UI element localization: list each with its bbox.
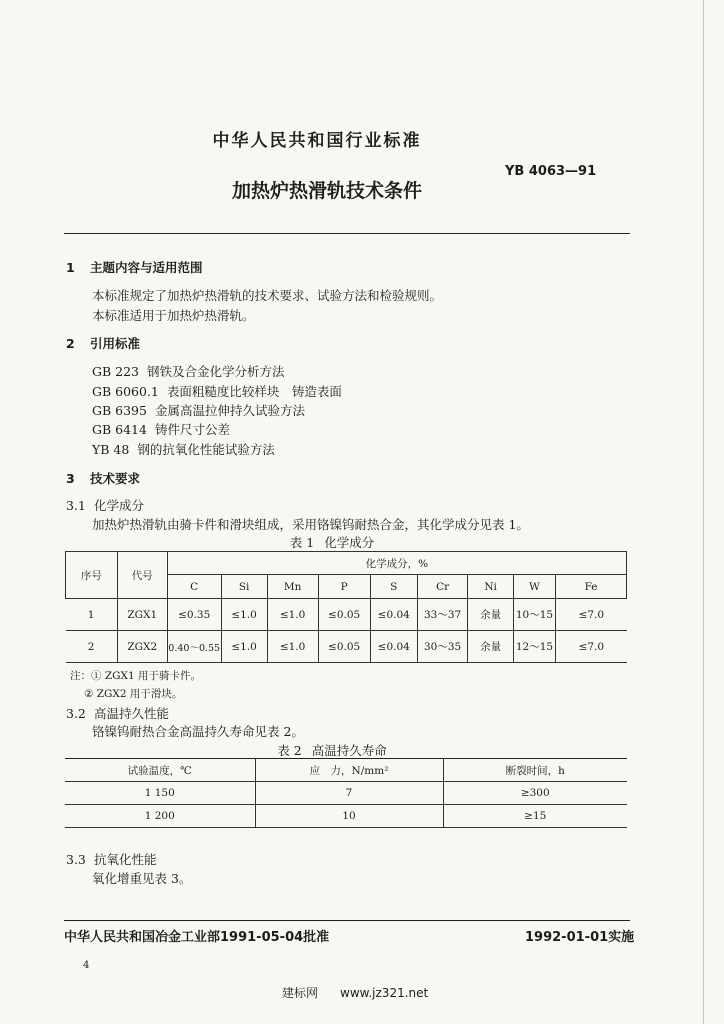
section-title: 引用标准 [90,336,141,351]
header-rupture-time: 断裂时间，h [443,759,627,782]
header-element: Ni [468,575,513,599]
header-element: W [513,575,555,599]
subsection-number: 3.2 [66,706,86,721]
cell-seq: 2 [66,631,118,663]
paragraph: 铬镍钨耐热合金高温持久寿命见表 2。 [92,724,304,739]
header-stress: 应 力，N/mm² [255,759,443,782]
section-title: 技术要求 [90,471,141,486]
table-row [66,599,627,631]
section-3-heading [66,469,140,487]
page-number: 4 [83,960,90,971]
cell-temperature: 1 150 [65,782,255,805]
reference-title: 表面粗糙度比较样块 铸造表面 [166,384,342,399]
header-seq: 序号 [66,552,118,599]
note-label: 注： [70,670,91,682]
reference-code: GB 6395 [92,403,147,418]
table-row [66,631,627,663]
caption-number: 表 2 [277,743,302,758]
paragraph: 氧化增重见表 3。 [92,871,192,886]
cell-value: 0.40～0.55 [167,631,221,663]
section-2-heading [66,334,140,352]
standard-title: 中华人民共和国行业标准 [212,131,422,151]
cell-seq: 1 [66,599,118,631]
section-1-heading [66,258,203,276]
reference-code: YB 48 [92,442,130,457]
header-element: Si [221,575,267,599]
reference-item [92,382,342,400]
reference-item [92,401,305,419]
cell-value: ≤0.04 [370,631,417,663]
reference-item [92,440,275,458]
paragraph: 加热炉热滑轨由骑卡件和滑块组成，采用铬镍钨耐热合金，其化学成分见表 1。 [92,517,529,532]
cell-value: ≤0.05 [318,631,370,663]
section-number: 2 [66,336,75,351]
header-element: C [167,575,221,599]
subsection-title: 抗氧化性能 [94,852,157,867]
note-item: ① ZGX1 用于骑卡件。 [91,670,202,682]
approval-line: 中华人民共和国冶金工业部1991-05-04批准 [64,930,330,945]
subsection-number: 3.1 [66,498,86,513]
cell-stress: 7 [255,782,443,805]
standard-code: YB 4063—91 [505,164,597,179]
scan-edge-line [703,0,704,1024]
cell-rupture-time: ≥15 [443,805,627,828]
cell-value: ≤0.05 [318,599,370,631]
caption-number: 表 1 [289,535,315,550]
header-element: Cr [417,575,468,599]
reference-code: GB 223 [92,364,140,379]
cell-code: ZGX1 [117,599,167,631]
footer-rule [64,920,630,921]
document-title: 加热炉热滑轨技术条件 [231,180,422,202]
paragraph: 本标准适用于加热炉热滑轨。 [92,308,255,323]
subsection-3-3-heading [66,850,157,868]
cell-value: ≤1.0 [267,631,318,663]
reference-title: 铸件尺寸公差 [154,422,230,437]
cell-value: ≤0.04 [370,599,417,631]
subsection-3-2-heading [66,704,169,722]
header-element: Fe [556,575,627,599]
cell-value: 12～15 [513,631,555,663]
cell-stress: 10 [255,805,443,828]
effective-date: 1992-01-01实施 [525,930,635,945]
cell-value: 30～35 [417,631,468,663]
cell-value: ≤7.0 [556,599,627,631]
cell-code: ZGX2 [117,631,167,663]
cell-value: 10～15 [513,599,555,631]
subsection-title: 化学成分 [94,498,145,513]
header-element: P [318,575,370,599]
header-rule [64,233,630,234]
subsection-number: 3.3 [66,852,86,867]
table-1-caption [0,533,724,551]
reference-item [92,362,285,380]
cell-value: ≤1.0 [267,599,318,631]
subsection-title: 高温持久性能 [94,706,170,721]
cell-value: ≤7.0 [556,631,627,663]
section-number: 3 [66,471,75,486]
reference-item [92,420,230,438]
header-element: S [370,575,417,599]
cell-value: 33～37 [417,599,468,631]
header-element: Mn [267,575,318,599]
cell-value: ≤1.0 [221,631,267,663]
site-url: www.jz321.net [340,986,429,1000]
caption-text: 化学成分 [324,535,375,550]
table-row [65,782,627,805]
section-title: 主题内容与适用范围 [90,260,203,275]
cell-value: ≤0.35 [167,599,221,631]
reference-code: GB 6060.1 [92,384,159,399]
note-item: ② ZGX2 用于滑块。 [84,688,183,700]
cell-value: ≤1.0 [221,599,267,631]
reference-title: 金属高温拉伸持久试验方法 [154,403,305,418]
reference-title: 钢的抗氧化性能试验方法 [137,442,275,457]
header-test-temperature: 试验温度，℃ [65,759,255,782]
cell-rupture-time: ≥300 [443,782,627,805]
cell-temperature: 1 200 [65,805,255,828]
high-temp-endurance-table [65,758,627,828]
site-watermark [282,984,428,1001]
subsection-3-1-heading [66,496,144,514]
table-row [65,805,627,828]
caption-text: 高温持久寿命 [311,743,387,758]
header-code: 代号 [117,552,167,599]
paragraph: 本标准规定了加热炉热滑轨的技术要求、试验方法和检验规则。 [92,288,443,303]
site-name: 建标网 [282,986,319,1000]
table-1-note [70,668,201,683]
cell-value: 余量 [468,599,513,631]
section-number: 1 [66,260,75,275]
cell-value: 余量 [468,631,513,663]
header-chem-group: 化学成分，% [167,552,626,575]
reference-code: GB 6414 [92,422,147,437]
reference-title: 钢铁及合金化学分析方法 [147,364,285,379]
chemical-composition-table [65,551,627,663]
table-2-caption [0,741,724,759]
